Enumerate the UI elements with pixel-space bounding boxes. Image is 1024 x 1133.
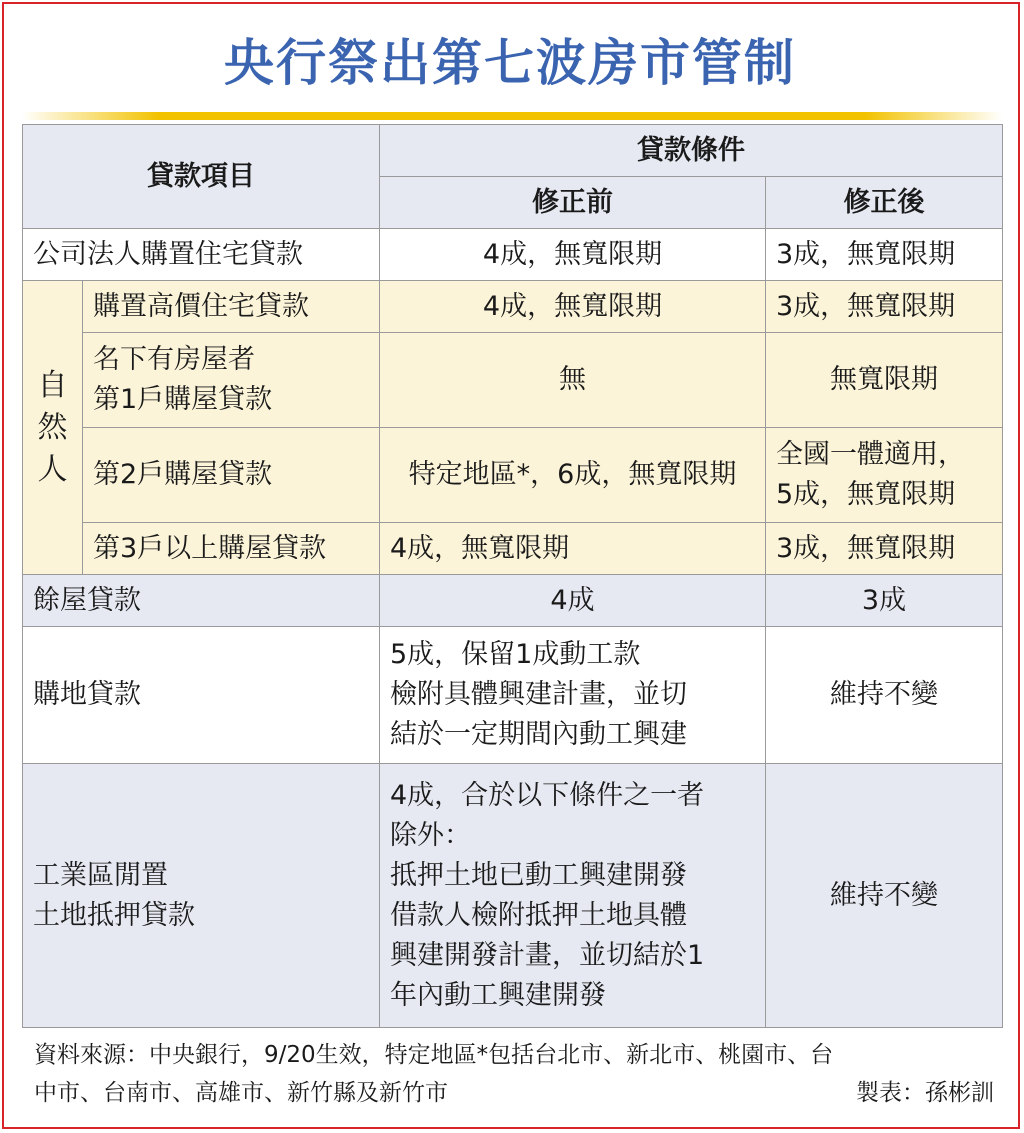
source-note xyxy=(34,1036,994,1112)
row-item-label: 名下有房屋者 第1戶購屋貸款 xyxy=(83,333,380,428)
row-before-value: 5成，保留1成動工款 檢附具體興建計畫，並切 結於一定期間內動工興建 xyxy=(380,627,766,764)
row-item-label: 餘屋貸款 xyxy=(23,575,380,627)
source-line-2: 中市、台南市、高雄市、新竹縣及新竹市 xyxy=(34,1080,448,1106)
row-after-value: 維持不變 xyxy=(766,627,1003,764)
row-before-value: 4成，無寬限期 xyxy=(380,523,766,575)
row-after-value: 3成，無寬限期 xyxy=(766,229,1003,281)
loan-conditions-table xyxy=(22,124,1003,1028)
table-row xyxy=(23,333,1003,428)
table-row xyxy=(23,523,1003,575)
table-row xyxy=(23,627,1003,764)
row-before-value: 4成，合於以下條件之一者 除外： 抵押土地已動工興建開發 借款人檢附抵押土地具體 興建開發計畫，並切結於1 年內動工興建開發 xyxy=(380,764,766,1028)
row-item-label: 工業區閒置 土地抵押貸款 xyxy=(23,764,380,1028)
row-item-label: 公司法人購置住宅貸款 xyxy=(23,229,380,281)
row-after-value: 3成，無寬限期 xyxy=(766,281,1003,333)
table-row xyxy=(23,764,1003,1028)
row-before-value: 4成 xyxy=(380,575,766,627)
row-before-value: 4成，無寬限期 xyxy=(380,229,766,281)
row-after-value: 無寬限期 xyxy=(766,333,1003,428)
row-item-label: 購地貸款 xyxy=(23,627,380,764)
header-before: 修正前 xyxy=(380,177,766,229)
header-loan-item: 貸款項目 xyxy=(23,125,380,229)
row-after-value: 3成 xyxy=(766,575,1003,627)
row-after-value: 全國一體適用， 5成，無寬限期 xyxy=(766,428,1003,523)
row-item-label: 第3戶以上購屋貸款 xyxy=(83,523,380,575)
row-before-value: 4成，無寬限期 xyxy=(380,281,766,333)
row-item-label: 購置高價住宅貸款 xyxy=(83,281,380,333)
row-item-label: 第2戶購屋貸款 xyxy=(83,428,380,523)
table-header-row xyxy=(23,125,1003,177)
table-row xyxy=(23,428,1003,523)
row-before-value: 無 xyxy=(380,333,766,428)
row-after-value: 3成，無寬限期 xyxy=(766,523,1003,575)
page-title: 央行祭出第七波房市管制 xyxy=(224,34,796,92)
header-after: 修正後 xyxy=(766,177,1003,229)
table-row xyxy=(23,229,1003,281)
row-before-value: 特定地區*，6成，無寬限期 xyxy=(380,428,766,523)
title-underline xyxy=(22,112,1002,120)
header-loan-conditions: 貸款條件 xyxy=(380,125,1003,177)
source-line-1: 資料來源：中央銀行，9/20生效，特定地區*包括台北市、新北市、桃園市、台 xyxy=(34,1042,834,1068)
table-row xyxy=(23,575,1003,627)
natural-person-label: 自 然 人 xyxy=(23,281,83,575)
table-row xyxy=(23,281,1003,333)
table-credit: 製表：孫彬訓 xyxy=(856,1080,994,1106)
row-after-value: 維持不變 xyxy=(766,764,1003,1028)
